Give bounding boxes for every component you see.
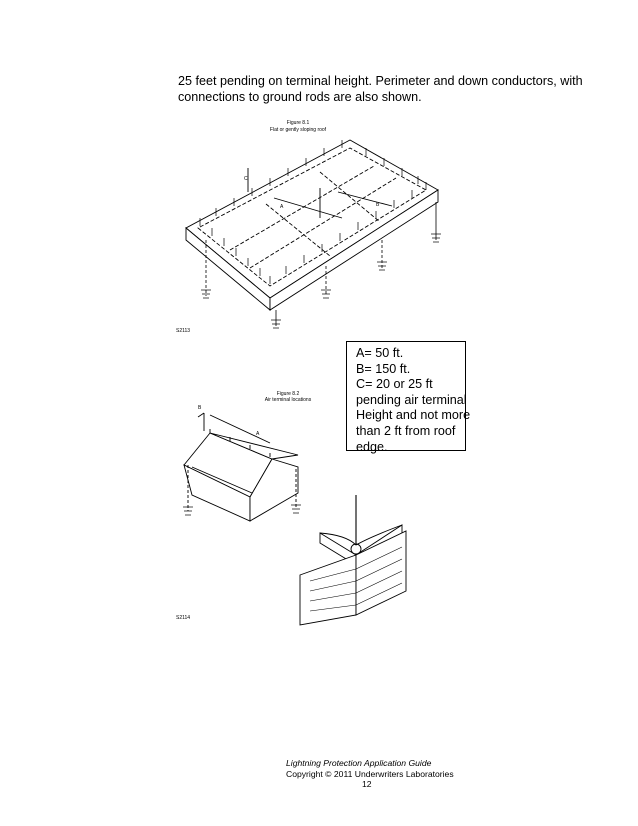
legend-line: than 2 ft from roof — [356, 423, 456, 438]
figure-2-label-a: A — [256, 431, 260, 437]
figure-flat-roof-drawing — [170, 110, 470, 342]
figure-1-code: S2113 — [176, 328, 191, 334]
figure-flat-roof — [170, 110, 470, 342]
figure-1-label-c: C — [244, 176, 248, 182]
page-number: 12 — [362, 779, 372, 789]
figure-2-label-b: B — [198, 405, 202, 411]
figure-1-subtitle: Flat or gently sloping roof — [269, 127, 327, 133]
legend-line: Height and not more — [356, 408, 471, 423]
footer-guide-title: Lightning Protection Application Guide — [286, 758, 432, 768]
legend-line: edge. — [356, 439, 388, 454]
figure-2-subtitle: Air terminal locations — [264, 397, 312, 403]
figure-1-label-a: A — [280, 204, 284, 210]
footer-copyright: Copyright © 2011 Underwriters Laboratories — [286, 768, 454, 779]
legend-line: A= 50 ft. — [356, 346, 404, 360]
dimension-legend — [346, 341, 471, 454]
legend-line: B= 150 ft. — [356, 361, 411, 376]
figure-2-code: S2114 — [176, 615, 191, 621]
figure-1-label-b: B — [376, 202, 380, 208]
intro-paragraph: 25 feet pending on terminal height. Perimeter and down conductors, with connections to ground rods are also shown. — [178, 74, 583, 104]
legend-line: pending air terminal — [356, 392, 467, 407]
legend-line: C= 20 or 25 ft — [356, 377, 433, 392]
figure-1-title: Figure 8.1 — [286, 120, 310, 126]
page-footer — [286, 758, 454, 790]
figure-2-title: Figure 8.2 — [276, 391, 300, 397]
